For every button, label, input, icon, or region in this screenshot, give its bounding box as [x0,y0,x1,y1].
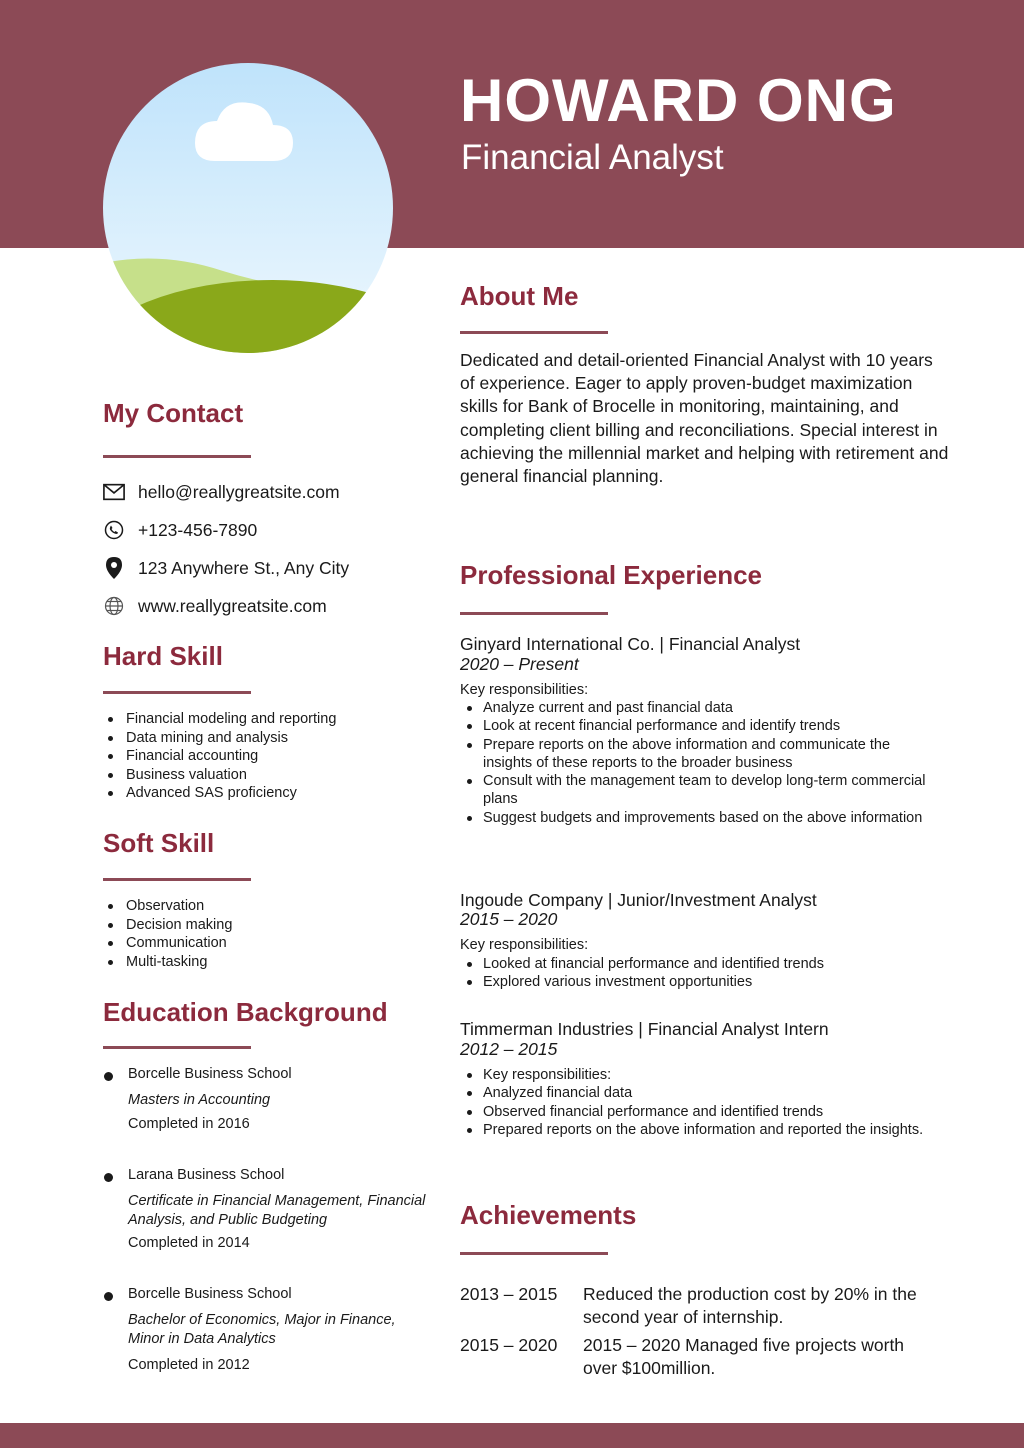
school-name: Borcelle Business School [128,1066,292,1082]
person-name: HOWARD ONG [460,67,897,134]
completion-year: Completed in 2014 [128,1235,250,1251]
contact-address [103,557,349,579]
education-heading: Education Background [103,997,388,1027]
job-dates: 2012 – 2015 [460,1039,558,1059]
globe-icon [103,595,125,617]
landscape-photo-placeholder-icon [103,63,393,353]
responsibilities-list [460,699,940,827]
soft-skill-heading: Soft Skill [103,828,215,858]
responsibilities-label: Key responsibilities: [460,937,589,953]
completion-year: Completed in 2012 [128,1357,250,1373]
soft-skill-list [103,897,232,971]
list-item: Looked at financial performance and identified trends [460,955,940,973]
achievement-years: 2013 – 2015 [460,1284,558,1304]
job-title: Ingoude Company | Junior/Investment Analyst [460,890,817,910]
contact-email[interactable] [103,481,340,503]
job-role: Financial Analyst [461,138,724,177]
contact-website[interactable] [103,595,327,617]
soft-skill-divider [103,878,251,881]
bullet-icon [104,1173,113,1182]
list-item: Suggest budgets and improvements based on the above information [460,809,940,827]
education-entry [103,1066,423,1136]
list-item: Prepared reports on the above information and reported the insights. [460,1121,940,1139]
degree: Bachelor of Economics, Major in Finance, Minor in Data Analytics [128,1312,396,1347]
contact-website-text: www.reallygreatsite.com [138,595,327,616]
about-heading: About Me [460,281,579,311]
footer-bar [0,1423,1024,1448]
responsibilities-label: Key responsibilities: [460,682,589,698]
list-item: Key responsibilities: [460,1066,940,1084]
contact-heading: My Contact [103,398,244,428]
contact-address-text: 123 Anywhere St., Any City [138,557,350,578]
school-name: Larana Business School [128,1167,285,1183]
achievement-row [460,1334,940,1382]
list-item: Data mining and analysis [103,729,336,748]
contact-email-text: hello@reallygreatsite.com [138,481,340,502]
list-item: Explored various investment opportunities [460,973,940,991]
contact-phone[interactable] [103,519,257,541]
achievement-text: 2015 – 2020 Managed five projects worth over $100million. [583,1335,905,1378]
experience-divider [460,612,608,615]
job-title: Ginyard International Co. | Financial Analyst [460,634,801,654]
job-title: Timmerman Industries | Financial Analyst Intern [460,1019,829,1039]
about-divider [460,331,608,334]
achievement-years: 2015 – 2020 [460,1335,558,1355]
completion-year: Completed in 2016 [128,1116,250,1132]
job-dates: 2020 – Present [460,654,579,674]
list-item: Multi-tasking [103,953,232,972]
profile-photo [103,63,393,353]
list-item: Observation [103,897,232,916]
responsibilities-list [460,955,940,992]
contact-phone-text: +123-456-7890 [138,519,258,540]
education-entry [103,1286,423,1376]
experience-heading: Professional Experience [460,560,763,590]
achievements-divider [460,1252,608,1255]
location-pin-icon [103,557,125,579]
education-entry [103,1167,426,1257]
list-item: Financial accounting [103,747,336,766]
list-item: Prepare reports on the above information and communicate the insights of these reports to the broader business [460,736,940,773]
responsibilities-list [460,1066,940,1139]
job-dates: 2015 – 2020 [460,909,558,929]
list-item: Decision making [103,916,232,935]
mail-icon [103,481,125,503]
list-item: Analyze current and past financial data [460,699,940,717]
education-divider [103,1046,251,1049]
school-name: Borcelle Business School [128,1286,292,1302]
bullet-icon [104,1072,113,1081]
list-item: Advanced SAS proficiency [103,784,336,803]
hard-skill-heading: Hard Skill [103,641,223,671]
about-text: Dedicated and detail-oriented Financial Analyst with 10 years of experience. Eager to apply proven-budget maximization skills for Bank of Brocelle in monitoring, maintaining, and completing client billing and reconciliations. Special interest in achieving the millennial market and helping with retirement and general financial planning. [460,350,949,487]
degree: Certificate in Financial Management, Financial Analysis, and Public Budgeting [128,1193,426,1228]
hard-skill-divider [103,691,251,694]
list-item: Consult with the management team to develop long-term commercial plans [460,772,940,809]
achievement-text: Reduced the production cost by 20% in the second year of internship. [583,1284,917,1327]
contact-divider [103,455,251,458]
list-item: Communication [103,934,232,953]
bullet-icon [104,1292,113,1301]
achievements-heading: Achievements [460,1200,637,1230]
achievement-row [460,1283,940,1331]
list-item: Observed financial performance and identified trends [460,1103,940,1121]
phone-icon [103,519,125,541]
hard-skill-list [103,710,336,803]
degree: Masters in Accounting [128,1092,271,1108]
list-item: Analyzed financial data [460,1084,940,1102]
list-item: Look at recent financial performance and identify trends [460,717,940,735]
list-item: Business valuation [103,766,336,785]
list-item: Financial modeling and reporting [103,710,336,729]
